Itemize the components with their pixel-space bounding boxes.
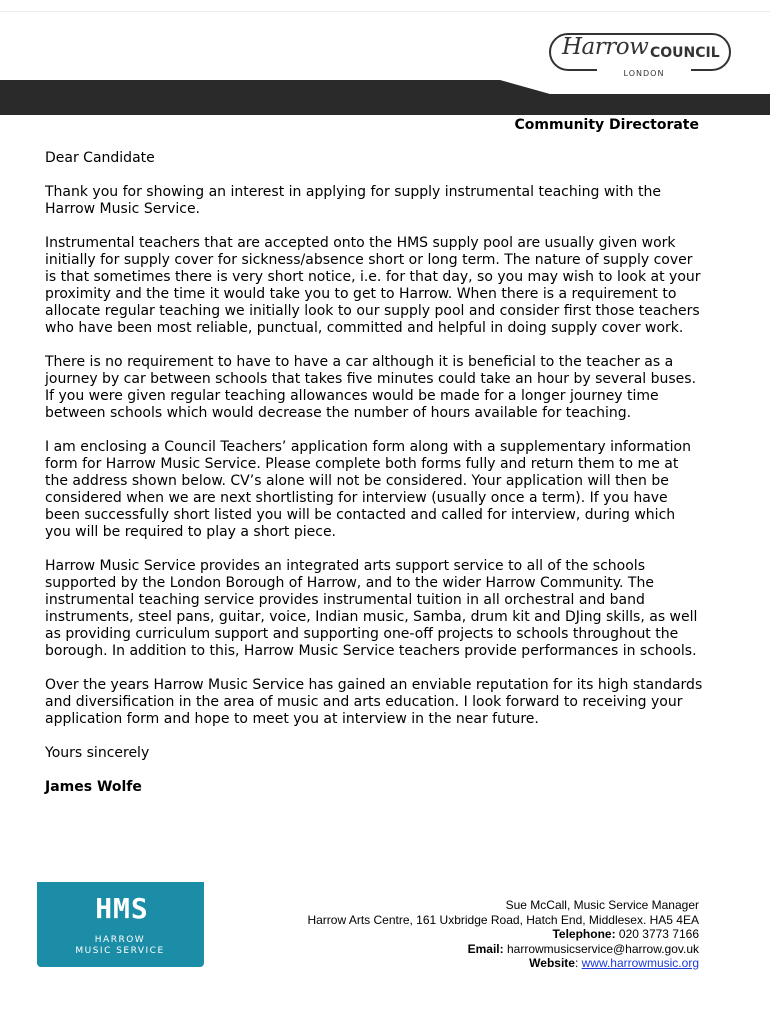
paragraph: Instrumental teachers that are accepted onto the HMS supply pool are usually given work initially for supply cover for sickness/absence short or long term. The nature of supply cover is that sometimes there is very short notice, i.e. for that day, so you may wish to look at your proximity and the time it would take you to get to Harrow. When there is a requirement to allocate regular teaching we initially look to our supply pool and consider first those teachers who have been most reliable, punctual, committed and helpful in doing supply cover work. (45, 235, 701, 336)
top-rule (0, 11, 770, 12)
telephone-label: Telephone: (552, 927, 616, 941)
hms-logo-line2: MUSIC SERVICE (75, 946, 165, 956)
paragraph: There is no requirement to have to have a car although it is beneficial to the teacher as a journey by car between schools that takes five minutes could take an hour by several buses. If you were given regular teaching allowances would be made for a longer journey time between schools which would decrease the number of hours available for teaching. (45, 354, 697, 421)
council-logo-script: Harrow (562, 34, 649, 60)
contact-name: Sue McCall, Music Service Manager (505, 898, 699, 912)
closing: Yours sincerely (45, 745, 150, 761)
paragraph: Over the years Harrow Music Service has gained an enviable reputation for its high standards and diversification in the area of music and arts education. I look forward to receiving your application form and hope to meet you at interview in the near future. (45, 677, 703, 727)
contact-email-row (250, 942, 699, 957)
contact-address: Harrow Arts Centre, 161 Uxbridge Road, Hatch End, Middlesex. HA5 4EA (307, 912, 699, 927)
council-logo-wordmark: COUNCIL (650, 45, 720, 61)
contact-block (250, 898, 699, 971)
email-value: harrowmusicservice@harrow.gov.uk (503, 941, 699, 956)
website-separator: : (574, 956, 582, 970)
website-link[interactable]: www.harrowmusic.org (581, 956, 699, 970)
telephone-value: 020 3773 7166 (615, 927, 699, 941)
council-logo-london: LONDON (597, 68, 691, 79)
hms-logo (37, 882, 204, 967)
salutation: Dear Candidate (45, 150, 155, 166)
contact-telephone-row (250, 927, 699, 942)
paragraph: Thank you for showing an interest in applying for supply instrumental teaching with the Harrow Music Service. (45, 184, 661, 217)
paragraph: Harrow Music Service provides an integrated arts support service to all of the schools supported by the London Borough of Harrow, and to the wider Harrow Community. The instrumental teaching service provides instrumental tuition in all orchestral and band instruments, steel pans, guitar, voice, Indian music, Samba, drum kit and DJing skills, as well as providing curriculum support and supporting one-off projects to schools throughout the borough. In addition to this, Harrow Music Service teachers provide performances in schools. (45, 558, 698, 659)
signature: James Wolfe (45, 779, 142, 795)
letter-body (45, 150, 703, 796)
hms-logo-line1: HARROW (94, 935, 146, 945)
header-band (0, 80, 770, 115)
paragraph: I am enclosing a Council Teachers’ application form along with a supplementary information form for Harrow Music Service. Please complete both forms fully and return them to me at the address shown below. CV’s alone will not be considered. Your application will then be considered when we are next shortlisting for interview (usually once a term). If you have been successfully short listed you will be contacted and called for interview, during which you will be required to play a short piece. (45, 439, 691, 540)
directorate-heading: Community Directorate (514, 117, 699, 133)
hms-logo-subtitle (55, 935, 185, 957)
hms-logo-mark: HMS (95, 892, 149, 925)
website-label: Website (529, 956, 575, 970)
email-label: Email: (467, 941, 504, 956)
contact-website-row (250, 956, 699, 971)
